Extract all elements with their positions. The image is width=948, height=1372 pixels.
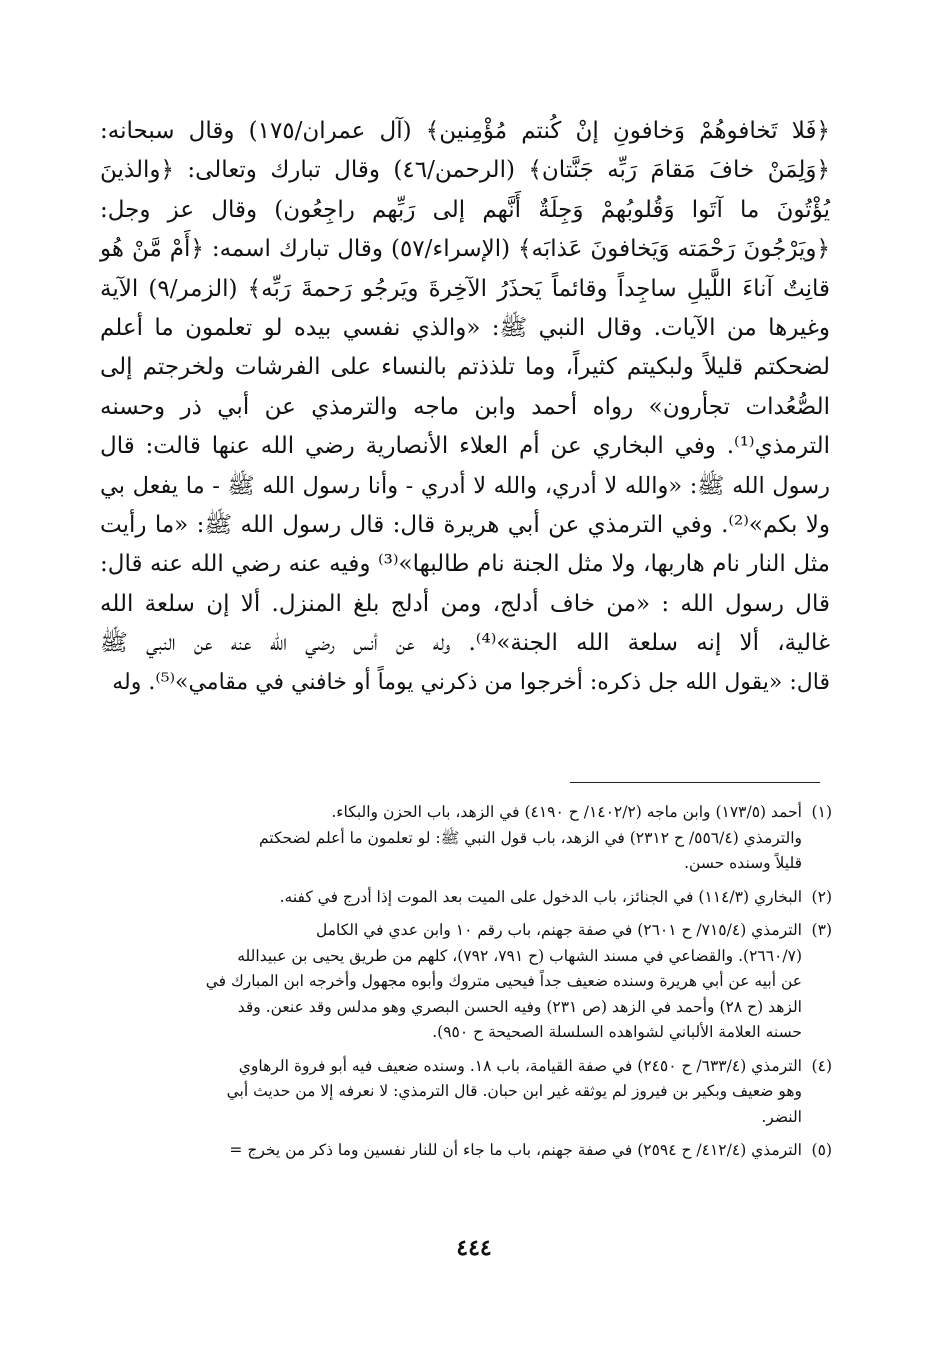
text-line: مثل النار نام هاربها، ولا مثل الجنة نام طالبها»⁽³⁾ وفيه عنه رضي الله عنه قال: [100,551,831,578]
footnote-line: الترمذي (٧١٥/٤/ ح ٢٦٠١) في صفة جهنم، باب رقم ١٠ وابن عدي في الكامل [315,921,802,939]
footnote-number: (١) [811,803,832,821]
footnote-line: البخاري (١١٤/٣) في الجنائز، باب الدخول على الميت بعد الموت إذا أدرج في كفنه. [279,887,802,906]
text-line: قال رسول الله : «من خاف أدلج، ومن أدلج بلغ المنزل. ألا إن سلعة الله [100,590,830,617]
footnote-line: الترمذي (٤١٢/٤/ ح ٢٥٩٤) في صفة جهنم، باب ما جاء أن للنار نفسين وما ذكر من يخرج = [229,1141,802,1159]
footnote-line: الزهد (ح ٢٨) وأحمد في الزهد (ص ٢٣١) وفيه الحسن البصري وهو مدلس وقد عنعن. وقد [237,997,802,1016]
footnote-line: عن أبيه عن أبي هريرة وسنده ضعيف جداً فيحيى متروك وأبوه مجهول وأخرجه ابن المبارك في [205,972,802,990]
text-line: رسول الله ﷺ: «والله لا أدري، والله لا أدري - وأنا رسول الله ﷺ - ما يفعل بي [100,472,830,499]
footnote-line: (٢٦٦٠/٧). والقضاعي في مسند الشهاب (ح ٧٩١، ٧٩٢)، كلهم من طريق يحيى بن عبيدالله [237,946,802,965]
footnote-number: (٤) [811,1056,832,1075]
footnote-line: وهو ضعيف وبكير بن فيروز لم يوثقه غير ابن حبان. قال الترمذي: لا نعرفه إلا من حديث أبي [226,1082,802,1100]
text-line: الصُّعُدات تجأرون» رواه أحمد وابن ماجه والترمذي عن أبي ذر وحسنه [100,393,830,420]
footnote-1 [100,800,832,877]
text-line: ولا بكم»⁽²⁾. وفي الترمذي عن أبي هريرة قال: قال رسول الله ﷺ: «ما رأيت [100,511,830,538]
footnote-number: (٢) [811,887,832,906]
footnote-3 [100,918,832,1046]
main-text [100,112,830,703]
footnote-line: حسنه العلامة الألباني لشواهده السلسلة الصحيحة ح ٩٥٠). [432,1023,802,1041]
footnote-number: (٥) [811,1141,832,1159]
footnote-line: والترمذي (٥٥٦/٤/ ح ٢٣١٢) في الزهد، باب قول النبي ﷺ: لو تعلمون ما أعلم لضحكتم [258,828,802,847]
footnote-line: النضر. [761,1107,802,1126]
footnote-line: قليلاً وسنده حسن. [684,854,802,872]
text-line: ﴿وَلِمَنْ خافَ مَقامَ رَبِّه جَنَّتان﴾ (الرحمن/٤٦) وقال تبارك وتعالى: ﴿والذينَ [100,157,830,184]
footnote-5 [100,1138,832,1164]
footnote-2 [100,885,832,911]
text-line: الترمذي⁽¹⁾. وفي البخاري عن أم العلاء الأنصارية رضي الله عنها قالت: قال [100,433,830,460]
text-line: غالية، ألا إنه سلعة الله الجنة»⁽⁴⁾. وله عن أنس رضي الله عنه عن النبي ﷺ [100,630,830,657]
footnote-4 [100,1054,832,1131]
footnotes [100,800,832,1172]
text-line: قال: «يقول الله جل ذكره: أخرجوا من ذكرني يوماً أو خافني في مقامي»⁽⁵⁾. وله [112,670,830,696]
text-line: ﴿ويَرْجُونَ رَحْمَته وَيَخافونَ عَذابَه﴾ (الإسراء/٥٧) وقال تبارك اسمه: ﴿أَمْ مَّنْ هُو [100,236,830,263]
footnote-line: أحمد (١٧٣/٥) وابن ماجه (١٤٠٢/٢/ ح ٤١٩٠) في الزهد، باب الحزن والبكاء. [331,803,802,821]
footnote-number: (٣) [811,921,832,939]
text-line: يُؤْتُونَ ما آتَوا وَقُلوبُهمْ وَجِلَةٌ أَنَّهم إلى رَبِّهم راجِعُون) وقال عز وجل: [100,196,830,223]
text-line: لضحكتم قليلاً ولبكيتم كثيراً، وما تلذذتم بالنساء على الفرشات ولخرجتم إلى [100,354,830,381]
text-line: وغيرها من الآيات. وقال النبي ﷺ: «والذي نفسي بيده لو تعلمون ما أعلم [100,314,830,341]
footnote-divider [570,782,820,783]
page-number: ٤٤٤ [456,1235,492,1261]
text-line: قانِتٌ آناءَ اللَّيلِ ساجِداً وقائماً يَحذَرُ الآخِرةَ ويَرجُو رَحمةَ رَبِّه﴾ (الزمر/٩) الآية [100,275,830,302]
text-line: ﴿فَلا تَخافوهُمْ وَخافونِ إنْ كُنتم مُؤْمِنين﴾ (آل عمران/١٧٥) وقال سبحانه: [100,118,830,144]
footnote-line: الترمذي (٦٣٣/٤/ ح ٢٤٥٠) في صفة القيامة، باب ١٨. وسنده ضعيف فيه أبو فروة الرهاوي [238,1056,802,1075]
